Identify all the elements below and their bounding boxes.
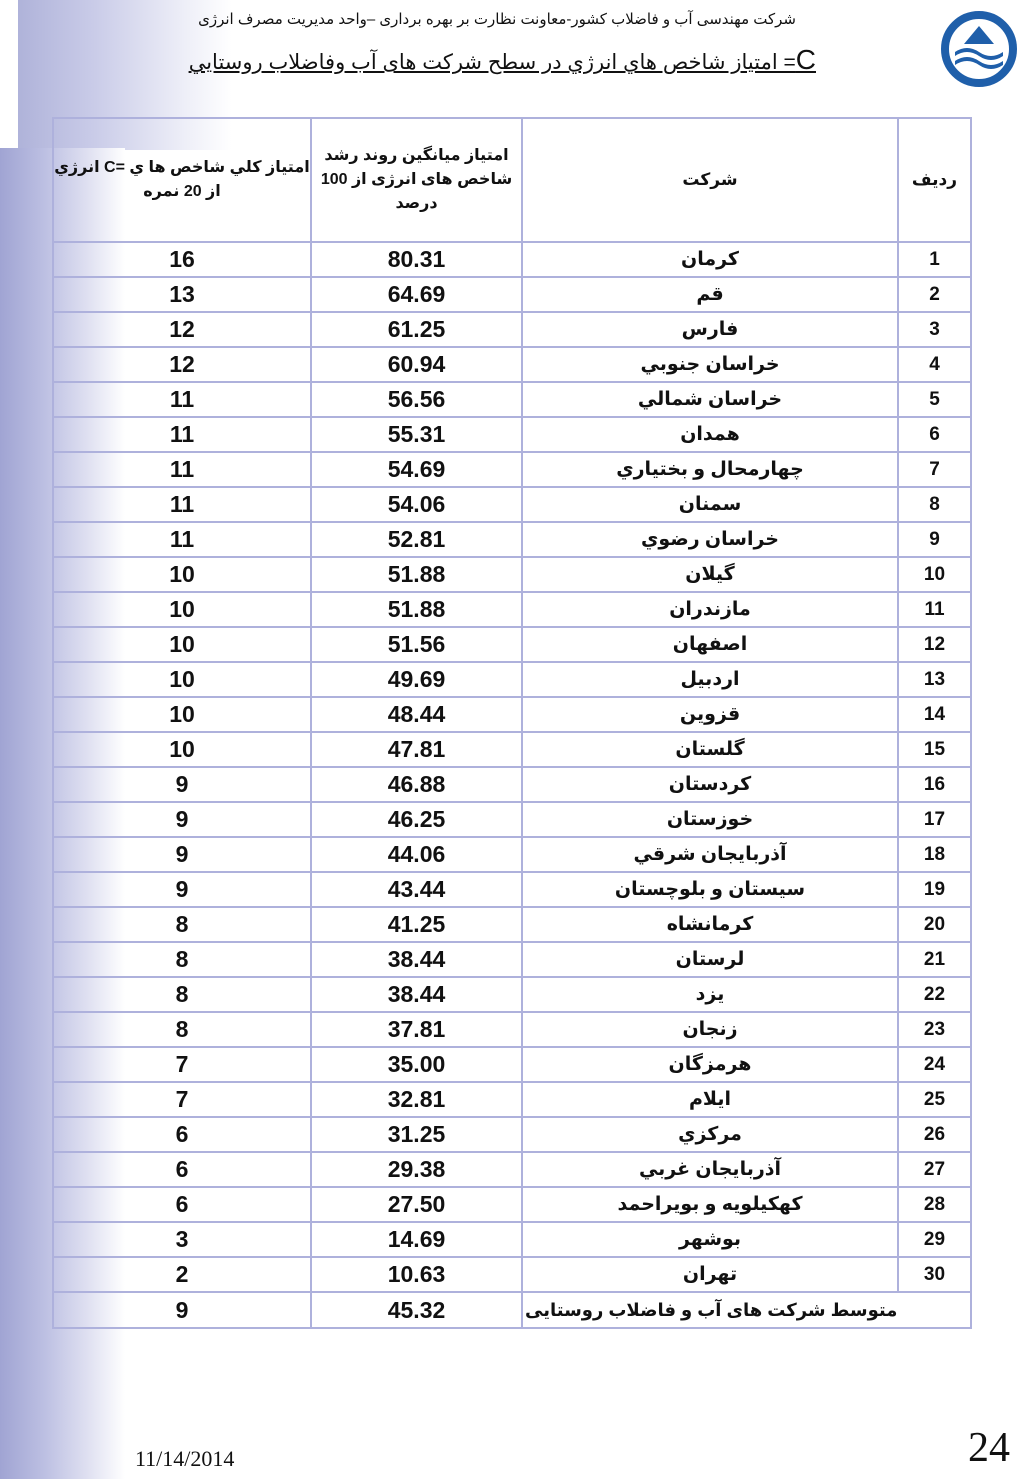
row-total-score: 6 bbox=[53, 1187, 311, 1222]
row-avg-score: 35.00 bbox=[311, 1047, 522, 1082]
header-avg-score: امتياز ميانگين روند رشد شاخص های انرژی از 100 درصد bbox=[311, 118, 522, 242]
row-rank: 29 bbox=[898, 1222, 971, 1257]
row-company: خوزستان bbox=[522, 802, 898, 837]
row-company: همدان bbox=[522, 417, 898, 452]
row-total-score: 10 bbox=[53, 627, 311, 662]
row-company: کرمان bbox=[522, 242, 898, 277]
row-rank: 13 bbox=[898, 662, 971, 697]
row-total-score: 10 bbox=[53, 557, 311, 592]
row-company: قزوين bbox=[522, 697, 898, 732]
table-row bbox=[53, 487, 971, 522]
header-company: شرکت bbox=[522, 118, 898, 242]
header-organization: شرکت مهندسی آب و فاضلاب کشور-معاونت نظارت بر بهره برداری –واحد مدیریت مصرف انرژی bbox=[198, 11, 796, 28]
row-rank: 27 bbox=[898, 1152, 971, 1187]
header-title-label: = امتیاز شاخص هاي انرژي در سطح شرکت های آب وفاضلاب روستايي bbox=[188, 51, 796, 74]
row-rank: 3 bbox=[898, 312, 971, 347]
row-avg-score: 44.06 bbox=[311, 837, 522, 872]
row-rank: 11 bbox=[898, 592, 971, 627]
row-total-score: 9 bbox=[53, 767, 311, 802]
row-rank: 9 bbox=[898, 522, 971, 557]
row-company: گلستان bbox=[522, 732, 898, 767]
table-row bbox=[53, 522, 971, 557]
row-company: اصفهان bbox=[522, 627, 898, 662]
row-avg-score: 60.94 bbox=[311, 347, 522, 382]
table-row bbox=[53, 837, 971, 872]
table-row bbox=[53, 1187, 971, 1222]
row-avg-score: 61.25 bbox=[311, 312, 522, 347]
energy-score-table bbox=[52, 117, 972, 1329]
row-company: خراسان رضوي bbox=[522, 522, 898, 557]
table-row bbox=[53, 1012, 971, 1047]
header-total-score: امتياز كلي شاخص ها ي =C انرژي از 20 نمره bbox=[53, 118, 311, 242]
table-row bbox=[53, 802, 971, 837]
row-total-score: 9 bbox=[53, 802, 311, 837]
header-rank: رديف bbox=[898, 118, 971, 242]
header-title-text bbox=[188, 44, 816, 75]
table-row bbox=[53, 662, 971, 697]
table-row bbox=[53, 592, 971, 627]
row-rank: 4 bbox=[898, 347, 971, 382]
row-company: مازندران bbox=[522, 592, 898, 627]
row-total-score: 11 bbox=[53, 382, 311, 417]
table-header-row bbox=[53, 118, 971, 242]
row-company: بوشهر bbox=[522, 1222, 898, 1257]
table-body bbox=[53, 242, 971, 1328]
table-row bbox=[53, 872, 971, 907]
table-row bbox=[53, 452, 971, 487]
row-avg-score: 48.44 bbox=[311, 697, 522, 732]
row-rank: 5 bbox=[898, 382, 971, 417]
row-rank: 12 bbox=[898, 627, 971, 662]
row-rank: 25 bbox=[898, 1082, 971, 1117]
row-rank: 28 bbox=[898, 1187, 971, 1222]
row-total-score: 2 bbox=[53, 1257, 311, 1292]
row-company: تهران bbox=[522, 1257, 898, 1292]
row-rank: 16 bbox=[898, 767, 971, 802]
table-row bbox=[53, 557, 971, 592]
row-total-score: 8 bbox=[53, 1012, 311, 1047]
row-company: آذربايجان غربي bbox=[522, 1152, 898, 1187]
row-total-score: 7 bbox=[53, 1082, 311, 1117]
row-total-score: 9 bbox=[53, 837, 311, 872]
table-row bbox=[53, 1257, 971, 1292]
row-rank: 23 bbox=[898, 1012, 971, 1047]
row-company: کهکيلويه و بويراحمد bbox=[522, 1187, 898, 1222]
row-company: گيلان bbox=[522, 557, 898, 592]
row-company: قم bbox=[522, 277, 898, 312]
row-rank: 26 bbox=[898, 1117, 971, 1152]
row-company: لرستان bbox=[522, 942, 898, 977]
row-total-score: 10 bbox=[53, 697, 311, 732]
row-company: فارس bbox=[522, 312, 898, 347]
row-company: آذربايجان شرقي bbox=[522, 837, 898, 872]
top-left-gap bbox=[0, 0, 18, 150]
row-avg-score: 32.81 bbox=[311, 1082, 522, 1117]
row-avg-score: 29.38 bbox=[311, 1152, 522, 1187]
table-row bbox=[53, 767, 971, 802]
page-number: 24 bbox=[968, 1425, 1010, 1471]
row-company: سيستان و بلوچستان bbox=[522, 872, 898, 907]
row-total-score: 8 bbox=[53, 977, 311, 1012]
table-row bbox=[53, 347, 971, 382]
row-avg-score: 27.50 bbox=[311, 1187, 522, 1222]
table-row bbox=[53, 242, 971, 277]
table-row bbox=[53, 312, 971, 347]
table-row bbox=[53, 1047, 971, 1082]
row-total-score: 11 bbox=[53, 522, 311, 557]
table-row bbox=[53, 1117, 971, 1152]
table-row bbox=[53, 1222, 971, 1257]
row-total-score: 11 bbox=[53, 487, 311, 522]
row-rank: 15 bbox=[898, 732, 971, 767]
table-row bbox=[53, 382, 971, 417]
row-total-score: 11 bbox=[53, 452, 311, 487]
row-total-score: 10 bbox=[53, 732, 311, 767]
average-row-total-score: 9 bbox=[53, 1292, 311, 1328]
row-company: سمنان bbox=[522, 487, 898, 522]
row-rank: 17 bbox=[898, 802, 971, 837]
row-avg-score: 51.88 bbox=[311, 592, 522, 627]
row-avg-score: 52.81 bbox=[311, 522, 522, 557]
row-avg-score: 64.69 bbox=[311, 277, 522, 312]
row-total-score: 10 bbox=[53, 662, 311, 697]
row-total-score: 10 bbox=[53, 592, 311, 627]
row-avg-score: 51.56 bbox=[311, 627, 522, 662]
row-total-score: 11 bbox=[53, 417, 311, 452]
row-avg-score: 41.25 bbox=[311, 907, 522, 942]
row-company: چهارمحال و بختياري bbox=[522, 452, 898, 487]
average-row-avg-score: 45.32 bbox=[311, 1292, 522, 1328]
table-row bbox=[53, 417, 971, 452]
row-avg-score: 47.81 bbox=[311, 732, 522, 767]
row-company: کردستان bbox=[522, 767, 898, 802]
row-company: خراسان شمالي bbox=[522, 382, 898, 417]
row-rank: 10 bbox=[898, 557, 971, 592]
row-rank: 7 bbox=[898, 452, 971, 487]
table-row bbox=[53, 1152, 971, 1187]
row-rank: 30 bbox=[898, 1257, 971, 1292]
header-title bbox=[116, 44, 816, 76]
row-total-score: 16 bbox=[53, 242, 311, 277]
row-avg-score: 49.69 bbox=[311, 662, 522, 697]
row-rank: 1 bbox=[898, 242, 971, 277]
table-row bbox=[53, 732, 971, 767]
row-company: يزد bbox=[522, 977, 898, 1012]
row-avg-score: 54.06 bbox=[311, 487, 522, 522]
row-avg-score: 54.69 bbox=[311, 452, 522, 487]
row-total-score: 8 bbox=[53, 942, 311, 977]
table-row bbox=[53, 1082, 971, 1117]
row-total-score: 7 bbox=[53, 1047, 311, 1082]
row-avg-score: 37.81 bbox=[311, 1012, 522, 1047]
row-rank: 14 bbox=[898, 697, 971, 732]
row-company: کرمانشاه bbox=[522, 907, 898, 942]
table-row bbox=[53, 942, 971, 977]
row-avg-score: 14.69 bbox=[311, 1222, 522, 1257]
row-total-score: 9 bbox=[53, 872, 311, 907]
row-avg-score: 80.31 bbox=[311, 242, 522, 277]
row-company: اردبيل bbox=[522, 662, 898, 697]
row-company: ايلام bbox=[522, 1082, 898, 1117]
row-rank: 18 bbox=[898, 837, 971, 872]
row-avg-score: 43.44 bbox=[311, 872, 522, 907]
row-avg-score: 46.88 bbox=[311, 767, 522, 802]
row-avg-score: 31.25 bbox=[311, 1117, 522, 1152]
row-avg-score: 38.44 bbox=[311, 977, 522, 1012]
row-rank: 24 bbox=[898, 1047, 971, 1082]
footer-date: 11/14/2014 bbox=[135, 1446, 235, 1471]
row-avg-score: 10.63 bbox=[311, 1257, 522, 1292]
row-rank: 19 bbox=[898, 872, 971, 907]
row-total-score: 13 bbox=[53, 277, 311, 312]
row-total-score: 8 bbox=[53, 907, 311, 942]
row-avg-score: 46.25 bbox=[311, 802, 522, 837]
row-company: زنجان bbox=[522, 1012, 898, 1047]
table-row bbox=[53, 627, 971, 662]
row-company: هرمزگان bbox=[522, 1047, 898, 1082]
row-rank: 21 bbox=[898, 942, 971, 977]
row-total-score: 6 bbox=[53, 1117, 311, 1152]
row-total-score: 12 bbox=[53, 312, 311, 347]
row-rank: 2 bbox=[898, 277, 971, 312]
row-total-score: 3 bbox=[53, 1222, 311, 1257]
row-avg-score: 56.56 bbox=[311, 382, 522, 417]
row-avg-score: 38.44 bbox=[311, 942, 522, 977]
row-avg-score: 55.31 bbox=[311, 417, 522, 452]
average-row-label: متوسط شرکت های آب و فاضلاب روستایی bbox=[522, 1292, 971, 1328]
row-company: مرکزي bbox=[522, 1117, 898, 1152]
row-total-score: 12 bbox=[53, 347, 311, 382]
row-total-score: 6 bbox=[53, 1152, 311, 1187]
average-row bbox=[53, 1292, 971, 1328]
row-rank: 8 bbox=[898, 487, 971, 522]
table-row bbox=[53, 907, 971, 942]
header-c-letter: C bbox=[795, 44, 816, 75]
row-company: خراسان جنوبي bbox=[522, 347, 898, 382]
table-row bbox=[53, 697, 971, 732]
row-rank: 6 bbox=[898, 417, 971, 452]
row-rank: 20 bbox=[898, 907, 971, 942]
table-row bbox=[53, 277, 971, 312]
row-rank: 22 bbox=[898, 977, 971, 1012]
table-row bbox=[53, 977, 971, 1012]
row-avg-score: 51.88 bbox=[311, 557, 522, 592]
water-company-logo-icon bbox=[940, 4, 1018, 94]
